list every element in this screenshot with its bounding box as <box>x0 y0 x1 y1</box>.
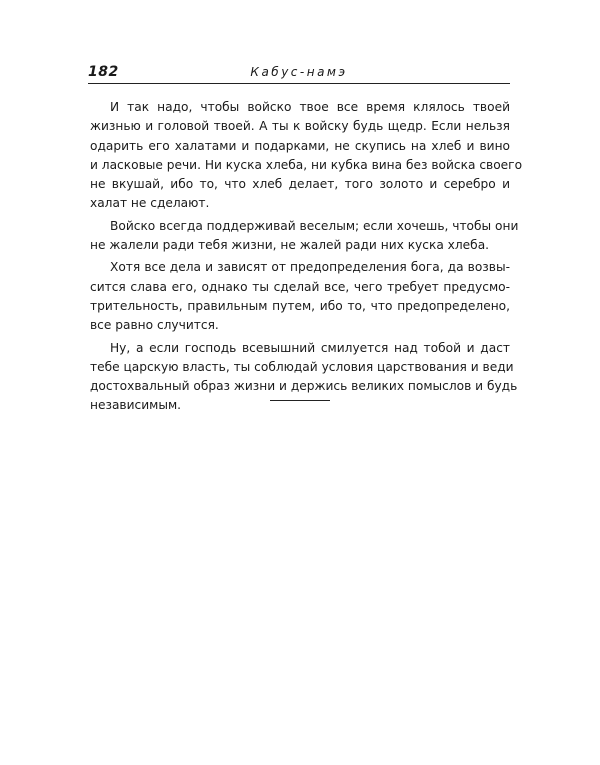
running-title: Кабус-намэ <box>250 65 348 79</box>
text-line: Хотя все дела и зависят от предопределения бога, да возвы- <box>110 260 510 275</box>
text-line: халат не сделают. <box>90 196 210 211</box>
section-end-rule <box>270 400 330 401</box>
text-line: жизнью и головой твоей. А ты к войску будь щедр. Если нельзя <box>90 119 510 134</box>
text-line: одарить его халатами и подарками, не скупись на хлеб и вино <box>90 138 510 153</box>
text-line: Ну, а если господь всевышний смилуется над тобой и даст <box>110 340 510 355</box>
paragraph <box>90 258 510 335</box>
paragraph <box>90 217 519 256</box>
text-line: все равно случится. <box>90 318 219 333</box>
page-number: 182 <box>88 64 119 80</box>
body-text <box>90 98 523 416</box>
text-line: и ласковые речи. Ни куска хлеба, ни кубка вина без войска своего <box>90 157 523 172</box>
header-rule <box>88 83 510 84</box>
text-line: не вкушай, ибо то, что хлеб делает, того золото и серебро и <box>90 177 510 192</box>
text-line: независимым. <box>90 398 182 413</box>
text-line: сится слава его, однако ты сделай все, чего требует предусмо- <box>90 279 510 294</box>
text-line: не жалели ради тебя жизни, не жалей ради них куска хлеба. <box>90 238 490 253</box>
text-line: Войско всегда поддерживай веселым; если хочешь, чтобы они <box>110 218 519 233</box>
text-line: И так надо, чтобы войско твое все время клялось твоей <box>110 100 510 114</box>
paragraph <box>90 98 523 214</box>
text-line: трительность, правильным путем, ибо то, что предопределено, <box>90 298 510 313</box>
text-line: тебе царскую власть, ты соблюдай условия царствования и веди <box>90 359 514 374</box>
page-header <box>88 62 510 84</box>
text-line: достохвальный образ жизни и держись великих помыслов и будь <box>90 379 518 394</box>
paragraph <box>90 339 518 416</box>
